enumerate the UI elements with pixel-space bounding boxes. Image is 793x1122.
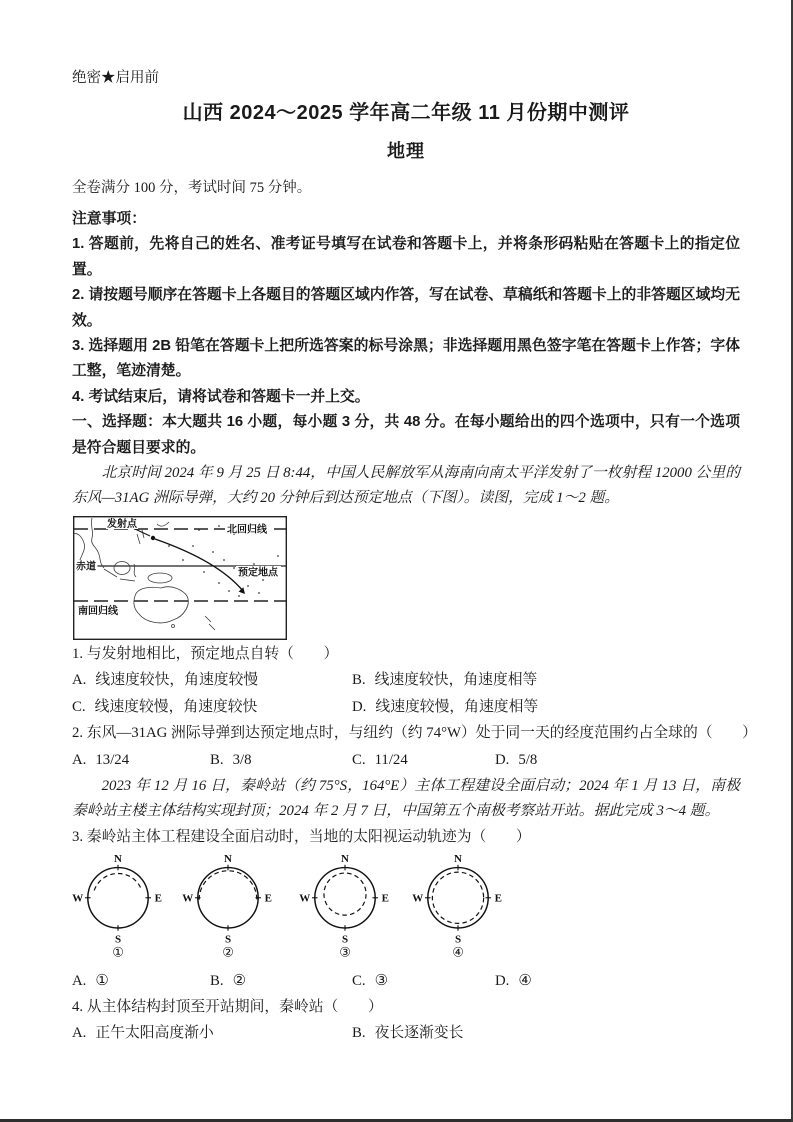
option-a: A. 正午太阳高度渐小 (72, 1025, 214, 1042)
option-d: D. 5/8 (495, 751, 538, 768)
compass-e: E (154, 892, 162, 905)
compass-w: W (182, 892, 194, 905)
compass-w: W (412, 892, 424, 905)
diagram-number: ③ (339, 945, 351, 960)
sun-path-arc (94, 873, 142, 890)
subject-title: 地理 (387, 141, 425, 161)
compass-n: N (114, 852, 122, 865)
compass-n: N (341, 852, 349, 865)
question-4-options-row (72, 1020, 740, 1047)
missile-trajectory-map (73, 516, 740, 640)
option-c: C. 线速度较慢，角速度较快 (72, 699, 258, 716)
target-point-label: 预定地点 (238, 567, 278, 579)
notice-item: 3. 选择题用 2B 铅笔在答题卡上把所选答案的标号涂黑；非选择题用黑色签字笔在答题卡上作答；字体工整，笔迹清楚。 (72, 338, 740, 380)
compass-w: W (72, 892, 84, 905)
compass-e: E (494, 892, 502, 905)
horizon-circle (428, 867, 488, 927)
option-b: B. 夜长逐渐变长 (352, 1025, 464, 1042)
compass-s: S (341, 933, 349, 946)
compass-n: N (224, 852, 232, 865)
compass-w: W (299, 892, 311, 905)
passage-missile: 北京时间 2024 年 9 月 25 日 8:44，中国人民解放军从海南向南太平洋发射了一枚射程 12000 公里的东风—31AG 洲际导弹，大约 20 分钟后到达预定地点（下图）。读图，完成 1～2 题。 (72, 465, 740, 507)
option-c: C. ③ (352, 972, 388, 989)
map-figure-svg (73, 516, 287, 640)
diagram-number: ① (112, 945, 124, 960)
question-3-options-row (72, 968, 740, 995)
option-a: A. ① (72, 972, 109, 989)
question-1-options-row (72, 667, 740, 694)
sun-path-circle (324, 873, 366, 915)
option-d: D. ④ (495, 972, 532, 989)
compass-s: S (224, 933, 232, 946)
option-b: B. 3/8 (210, 751, 252, 768)
question-4-stem: 4. 从主体结构封顶至开站期间，秦岭站（ ） (72, 998, 383, 1015)
compass-ticks (85, 865, 151, 931)
question-3-stem: 3. 秦岭站主体工程建设全面启动时，当地的太阳视运动轨迹为（ ） (72, 828, 531, 845)
compass-ticks (195, 865, 261, 931)
horizon-circle (88, 867, 148, 927)
option-d: D. 线速度较慢，角速度相等 (352, 699, 539, 716)
passage-qinling-station: 2023 年 12 月 16 日，秦岭站（约 75°S，164°E）主体工程建设全面启动；2024 年 1 月 13 日，南极秦岭站主楼主体结构实现封顶；2024 年 2 月 7 日，中国第五个南极考察站开站。据此完成 3～4 题。 (72, 777, 740, 820)
sun-path-circle (432, 872, 483, 923)
horizon-circle (198, 867, 258, 927)
page-title: 山西 2024～2025 学年高二年级 11 月份期中测评 (182, 102, 630, 124)
compass-n: N (454, 852, 462, 865)
tropic-capricorn-label: 南回归线 (78, 605, 118, 617)
diagram-number: ④ (452, 945, 464, 960)
sun-path-diagram-2 (182, 852, 274, 960)
notice-heading: 注意事项： (72, 211, 146, 227)
question-2-stem: 2. 东风—31AG 洲际导弹到达预定地点时，与纽约（约 74°W）处于同一天的经度范围约占全球的（ ） (72, 725, 757, 742)
option-a: A. 13/24 (72, 751, 130, 768)
question-1-options-row (72, 694, 740, 721)
diagram-number: ② (222, 945, 234, 960)
sun-path-diagrams (72, 852, 740, 960)
compass-ticks (312, 865, 378, 931)
option-b: B. 线速度较快，角速度相等 (352, 672, 538, 689)
sun-path-diagram-4 (412, 852, 504, 960)
compass-e: E (381, 892, 389, 905)
option-a: A. 线速度较快，角速度较慢 (72, 672, 259, 689)
option-b: B. ② (210, 972, 246, 989)
notice-item: 2. 请按题号顺序在答题卡上各题目的答题区域内作答，写在试卷、草稿纸和答题卡上的非答题区域均无效。 (72, 287, 740, 329)
sun-path-diagram-1 (72, 852, 164, 960)
notice-item: 1. 答题前，先将自己的姓名、准考证号填写在试卷和答题卡上，并将条形码粘贴在答题卡上的指定位置。 (72, 236, 740, 278)
option-c: C. 11/24 (352, 751, 408, 768)
compass-ticks (425, 865, 491, 931)
launch-point-dot (151, 536, 155, 540)
tropic-cancer-label: 北回归线 (227, 524, 267, 536)
sun-path-diagram-3 (299, 852, 391, 960)
security-label: 绝密★启用前 (72, 70, 159, 86)
question-1-stem: 1. 与发射地相比，预定地点自转（ ） (72, 645, 339, 662)
compass-s: S (114, 933, 122, 946)
compass-s: S (454, 933, 462, 946)
compass-e: E (264, 892, 272, 905)
launch-point-label: 发射点 (107, 518, 137, 530)
question-2-options-row (72, 747, 740, 774)
section-heading: 一、选择题：本大题共 16 小题，每小题 3 分，共 48 分。在每小题给出的四个选项中，只有一个选项是符合题目要求的。 (72, 414, 740, 456)
notice-item: 4. 考试结束后，请将试卷和答题卡一并上交。 (72, 388, 370, 405)
exam-info: 全卷满分 100 分，考试时间 75 分钟。 (72, 180, 312, 196)
equator-label: 赤道 (76, 561, 96, 573)
